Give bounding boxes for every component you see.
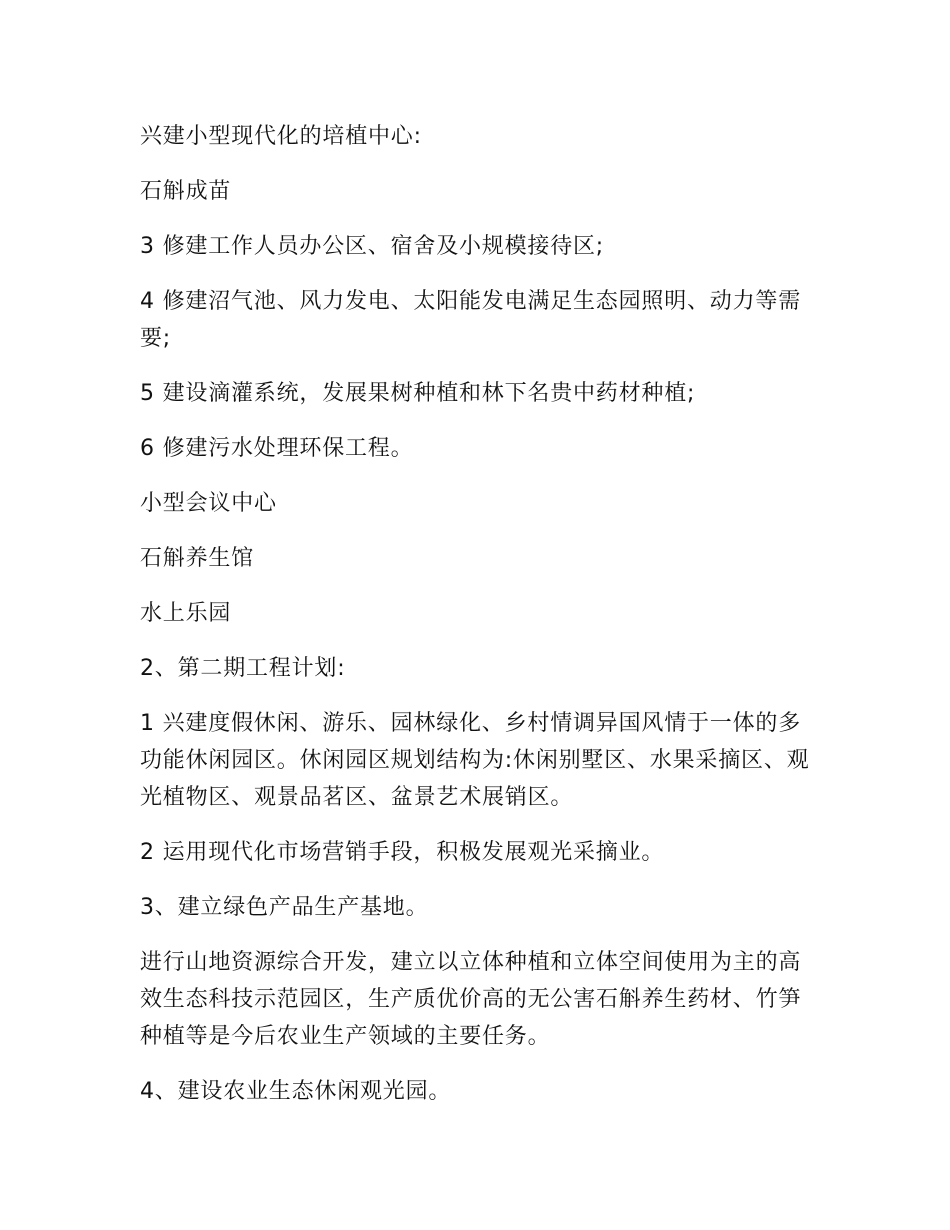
paragraph-leisure-park: 1 兴建度假休闲、游乐、园林绿化、乡村情调异国风情于一体的多功能休闲园区。休闲园区规划结构为:休闲别墅区、水果采摘区、观光植物区、观景品茗区、盆景艺术展销区。 [140,711,810,810]
paragraph-item-6-sewage: 6 修建污水处理环保工程。 [140,436,414,461]
paragraph-item-4-energy: 4 修建沼气池、风力发电、太阳能发电满足生态园照明、动力等需要; [140,289,801,351]
paragraph-marketing: 2 运用现代化市场营销手段，积极发展观光采摘业。 [140,840,665,865]
document-body [140,118,812,1128]
paragraph-health-hall: 石斛养生馆 [140,546,255,571]
heading-green-production-base: 3、建立绿色产品生产基地。 [140,895,429,920]
paragraph-training-center: 兴建小型现代化的培植中心: [140,124,422,149]
paragraph-water-park: 水上乐园 [140,601,232,626]
paragraph-meeting-center: 小型会议中心 [140,491,277,516]
heading-eco-tourism-park: 4、建设农业生态休闲观光园。 [140,1079,452,1104]
paragraph-dendrobium-seedlings: 石斛成苗 [140,179,232,204]
paragraph-item-3-office-area: 3 修建工作人员办公区、宿舍及小规模接待区; [140,234,605,259]
paragraph-item-5-irrigation: 5 建设滴灌系统，发展果树种植和林下名贵中药材种植; [140,381,696,406]
heading-phase-two: 2、第二期工程计划: [140,656,346,681]
paragraph-mountain-resources: 进行山地资源综合开发，建立以立体种植和立体空间使用为主的高效生态科技示范园区，生产质优价高的无公害石斛养生药材、竹笋种植等是今后农业生产领域的主要任务。 [140,950,802,1049]
